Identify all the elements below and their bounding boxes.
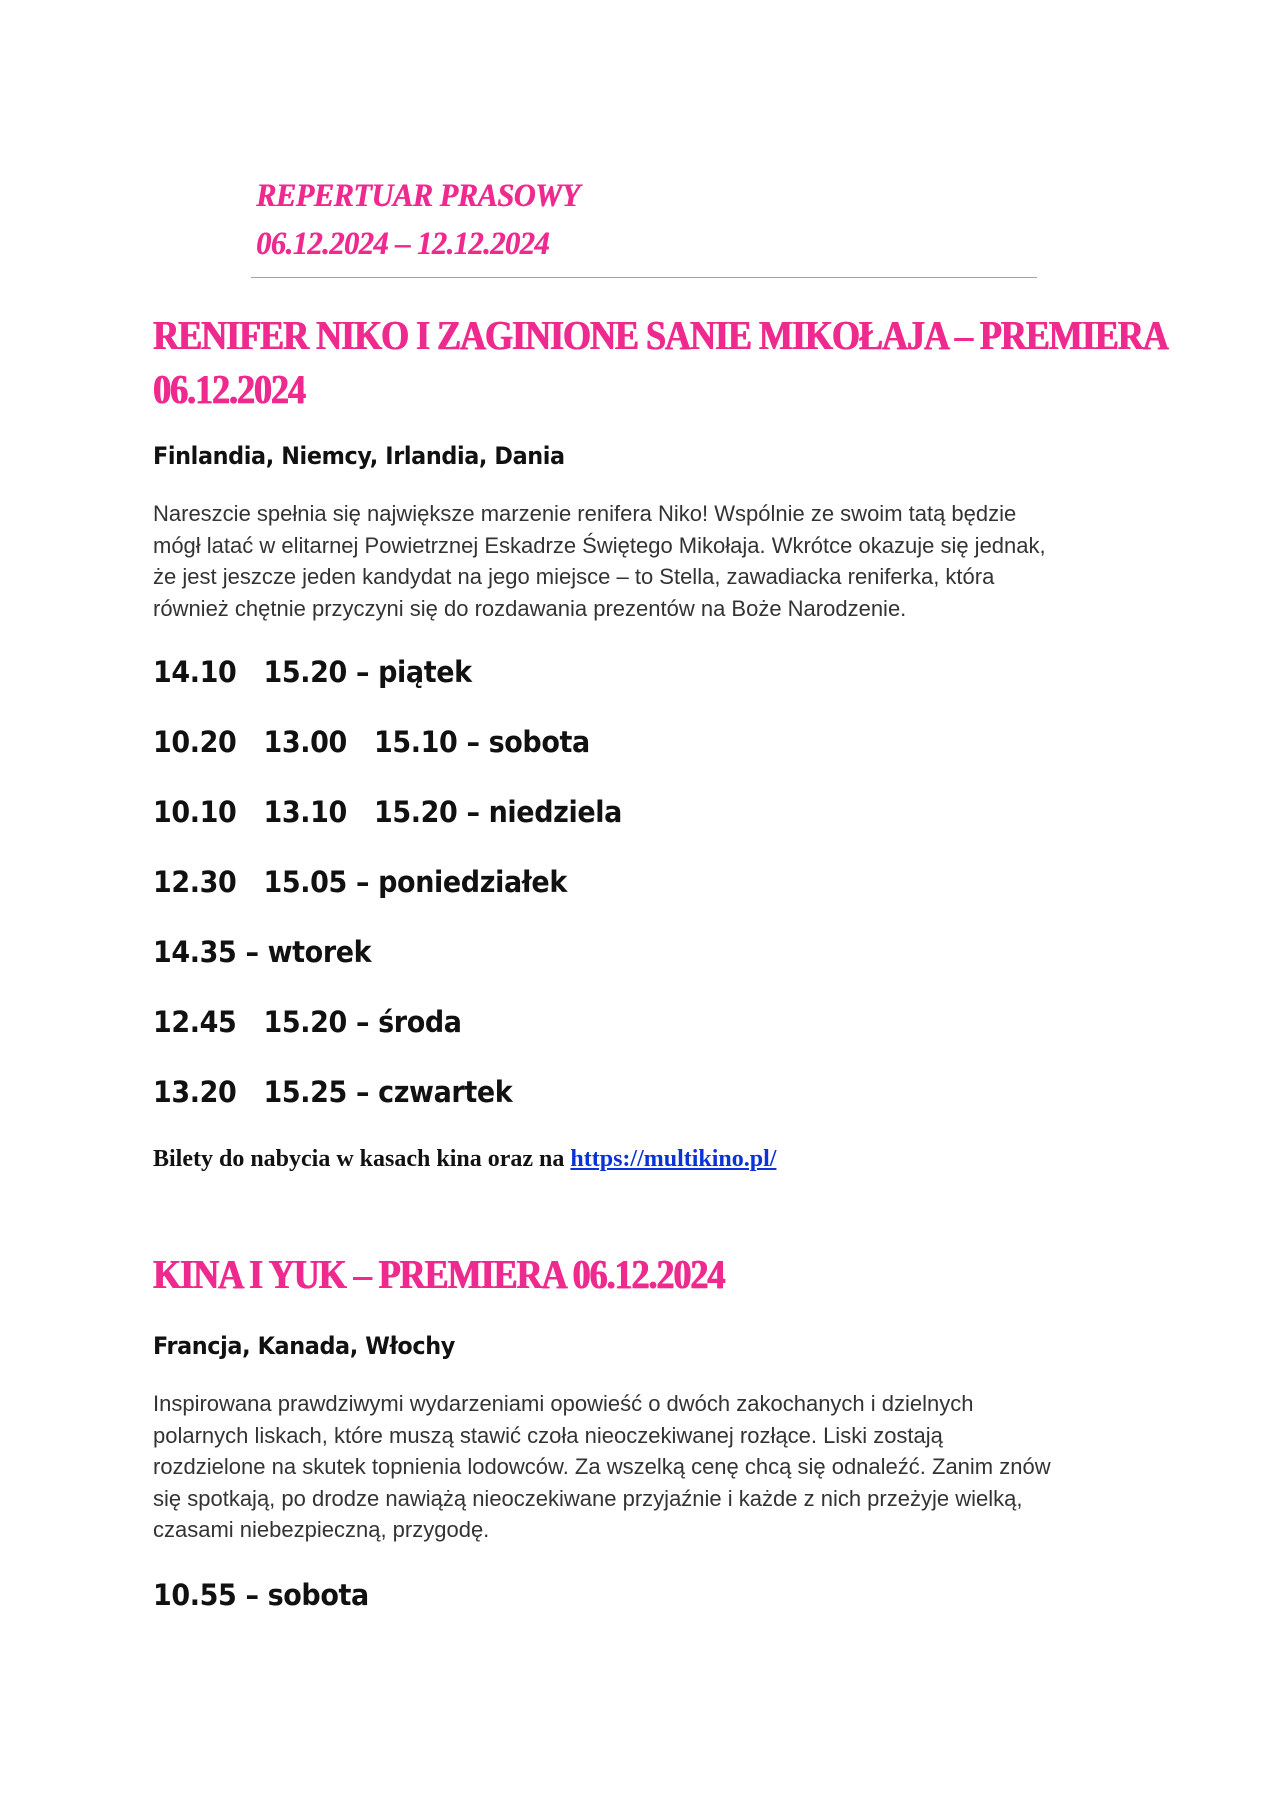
movie-title-line: RENIFER NIKO I ZAGINIONE SANIE MIKOŁAJA – PREMIERA [153,312,1168,358]
header-divider [251,277,1037,278]
tickets-info [153,1144,776,1174]
description-line: mógł latać w elitarnej Powietrznej Eskadrze Świętego Mikołaja. Wkrótce okazuje się jednak, [153,532,1046,558]
tickets-text: Bilety do nabycia w kasach kina oraz na [153,1146,571,1172]
showtime-row: 12.45 15.20 – środa [153,1005,462,1039]
showtime-row: 12.30 15.05 – poniedziałek [153,865,567,899]
repertoire-header [256,172,608,268]
description-line: rozdzielone na skutek topnienia lodowców. Za wszelką cenę chcą się odnaleźć. Zanim znów [153,1454,1051,1479]
showtime-row: 14.10 15.20 – piątek [153,655,472,689]
description-line: czasami niebezpieczną, przygodę. [153,1517,490,1542]
movie-description [153,1388,1143,1546]
movie-description [153,498,1143,624]
showtimes-list [153,655,657,1145]
description-line: Nareszcie spełnia się największe marzenie renifera Niko! Wspólnie ze swoim tatą będzie [153,501,1017,526]
showtime-row: 10.20 13.00 15.10 – sobota [153,725,590,759]
movie-premiere-date: 06.12.2024 [153,366,305,412]
movie-countries: Francja, Kanada, Włochy [153,1332,455,1360]
description-line: się spotkają, po drodze nawiążą nieoczekiwane przyjaźnie i każde z nich przeżyje wielką, [153,1485,1023,1511]
description-line: również chętnie przyczyni się do rozdawania prezentów na Boże Narodzenie. [153,595,907,621]
description-line: polarnych liskach, które muszą stawić czoła nieoczekiwanej rozłące. Liski zostają [153,1422,943,1448]
repertoire-title: REPERTUAR PRASOWY [256,178,580,214]
showtime-row: 14.35 – wtorek [153,935,372,969]
multikino-link[interactable]: https://multikino.pl/ [570,1146,777,1172]
showtime-row: 10.10 13.10 15.20 – niedziela [153,795,622,829]
movie-title-kina-i-yuk: KINA I YUK – PREMIERA 06.12.2024 [153,1251,725,1297]
showtimes-list [153,1578,385,1648]
movie-countries: Finlandia, Niemcy, Irlandia, Dania [153,442,565,470]
description-line: że jest jeszcze jeden kandydat na jego miejsce – to Stella, zawadiacka reniferka, która [153,564,995,589]
showtime-row: 10.55 – sobota [153,1578,369,1612]
showtime-row: 13.20 15.25 – czwartek [153,1075,513,1109]
movie-title-niko [153,308,1168,416]
repertoire-date-range: 06.12.2024 – 12.12.2024 [256,226,550,262]
description-line: Inspirowana prawdziwymi wydarzeniami opowieść o dwóch zakochanych i dzielnych [153,1391,974,1416]
